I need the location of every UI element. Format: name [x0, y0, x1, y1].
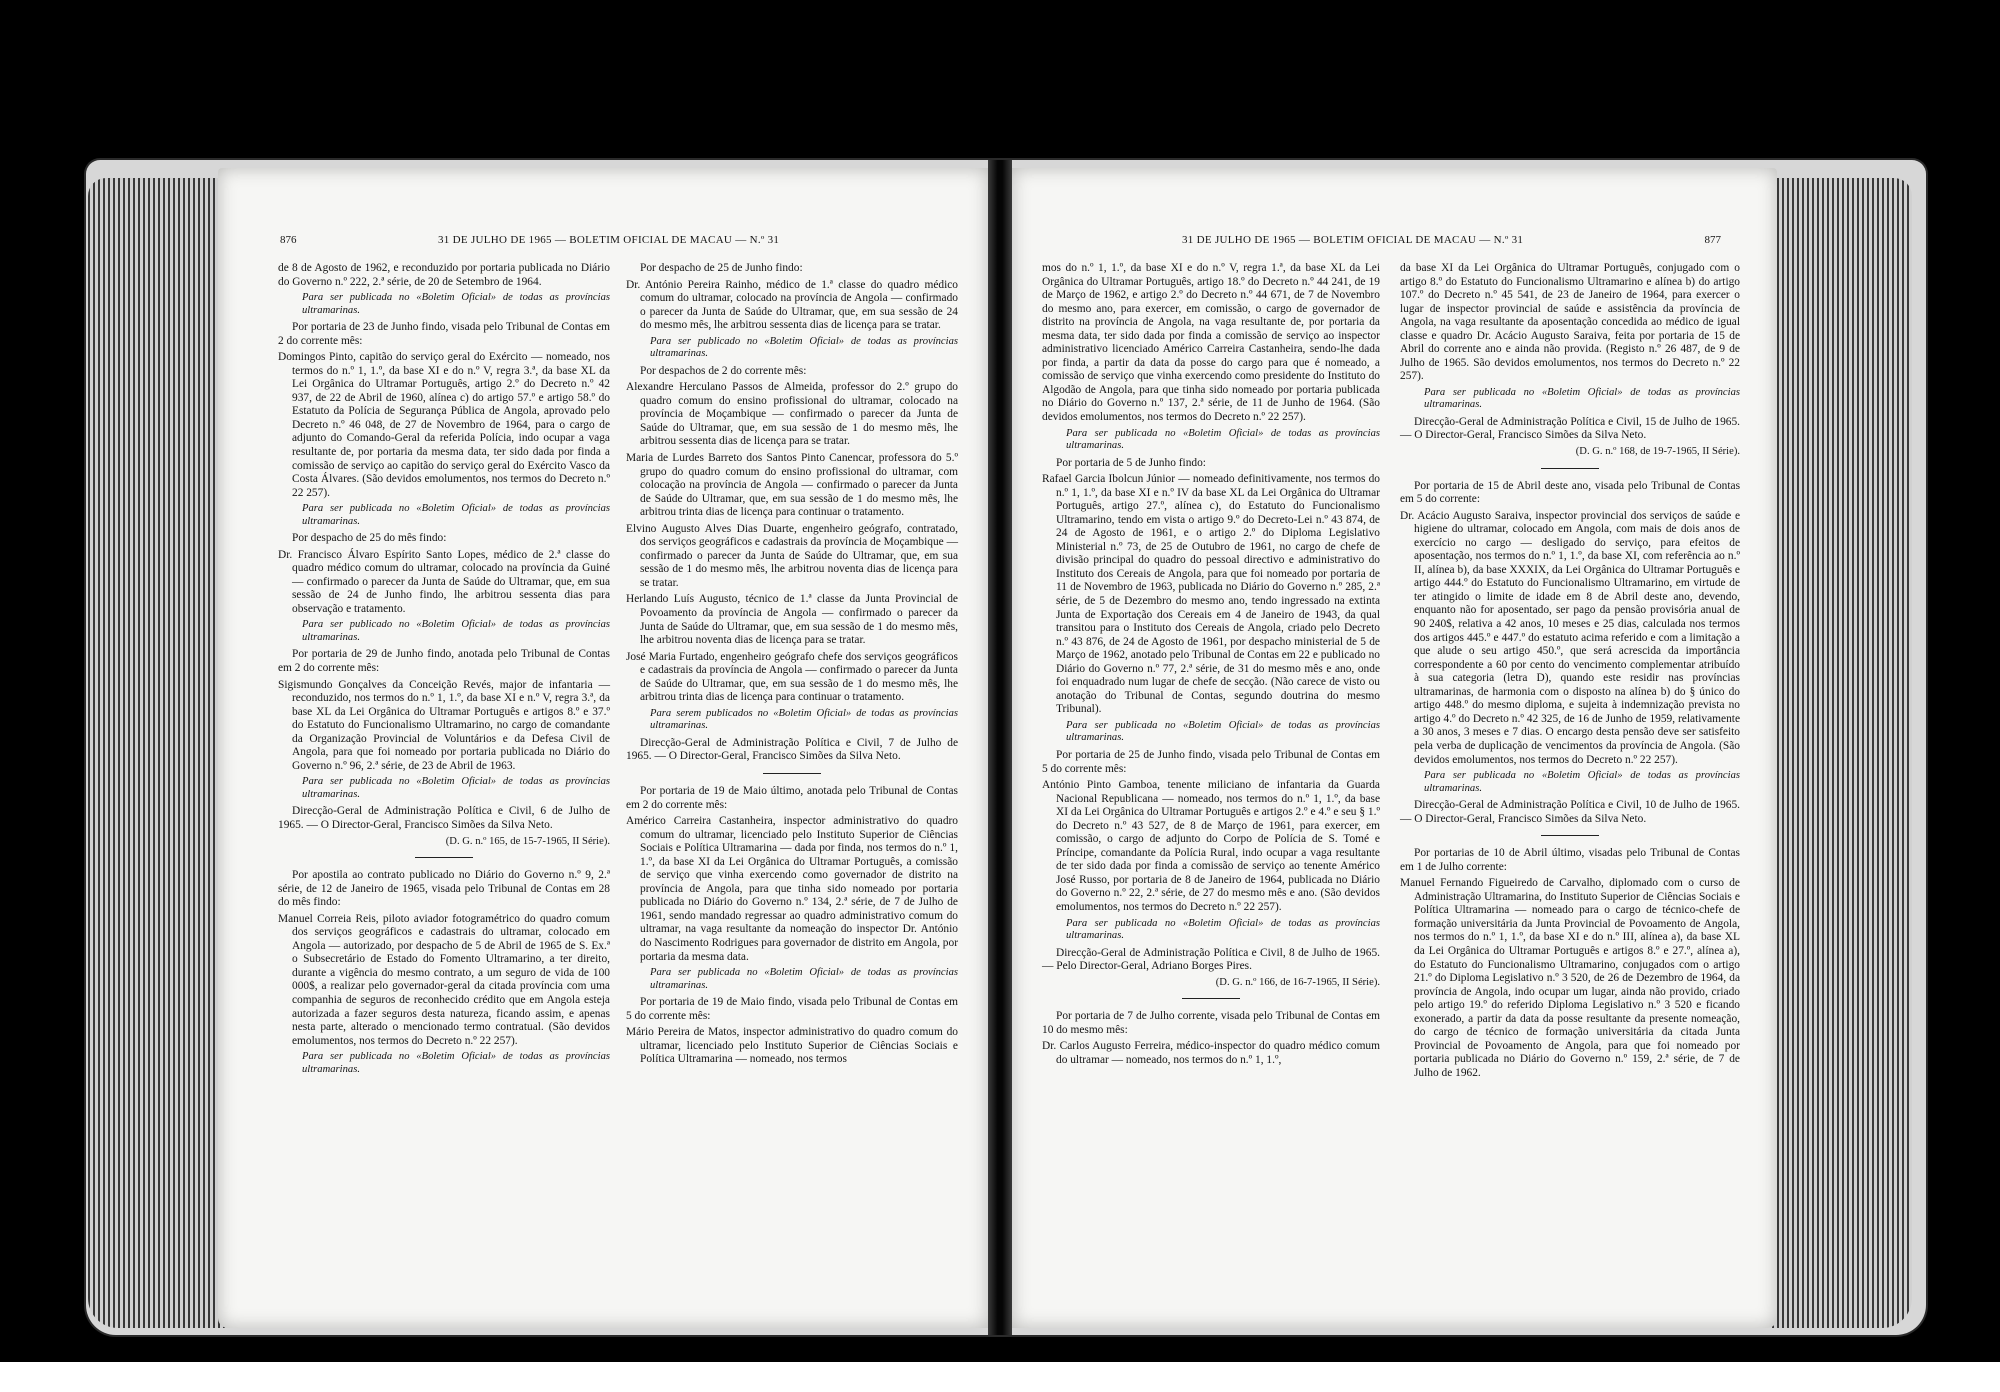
intro-paragraph: Por despacho de 25 do mês findo:: [292, 532, 447, 545]
entry-paragraph: Dr. Carlos Augusto Ferreira, médico-inspector do quadro médico comum do ultramar — nomeado, nos termos do n.º 1, 1.º,: [1042, 1040, 1380, 1066]
publication-note: Para ser publicada no «Boletim Oficial» de todas as províncias ultramarinas.: [1424, 770, 1740, 794]
publication-note: Para ser publicada no «Boletim Oficial» de todas as províncias ultramarinas.: [1424, 386, 1740, 411]
left-page-number: 876: [280, 234, 297, 246]
publication-note: Para ser publicada no «Boletim Oficial» de todas as províncias ultramarinas.: [302, 503, 610, 527]
left-column-1: [278, 262, 610, 1080]
intro-paragraph: Direcção-Geral de Administração Política e Civil, 8 de Julho de 1965. — Pelo Director-Geral, Adriano Borges Pires.: [1042, 946, 1380, 973]
intro-paragraph: Por portaria de 19 de Maio último, anotada pelo Tribunal de Contas em 2 do corrente mês:: [626, 784, 958, 811]
entry-paragraph: António Pinto Gamboa, tenente miliciano de infantaria da Guarda Nacional Republicana — nomeado, nos termos do n.º 1, 1.º, da base XI da Lei Orgânica do Ultramar Português e artigos 2.º e 4.º e seu § 1.º do Decreto n.º 43 527, de 8 de Março de 1961, para exercer, em comissão, o cargo de adjunto do Corpo de Polícia de S. Tomé e Príncipe, comandante da Polícia Rural, indo ocupar a vaga resultante de ter sido dada por finda a comissão de serviço ao tenente Américo José Russo, por portaria de 8 de Janeiro de 1964, publicada no Diário do Governo n.º 22, 2.ª série, de 27 do mesmo mês e ano. (São devidos emolumentos, nos termos do Decreto n.º 22 257).: [1042, 779, 1380, 913]
left-page: [218, 168, 988, 1328]
left-column-2: [626, 262, 958, 1070]
intro-paragraph: Direcção-Geral de Administração Política e Civil, 7 de Julho de 1965. — O Director-Geral, Francisco Simões da Silva Neto.: [626, 736, 958, 763]
section-divider: [763, 773, 821, 774]
intro-paragraph: Por portaria de 15 de Abril deste ano, visada pelo Tribunal de Contas em 5 do corrente:: [1400, 479, 1740, 506]
entry-paragraph: Alexandre Herculano Passos de Almeida, professor do 2.º grupo do quadro comum do ensino profissional do ultramar, colocado na província de Moçambique — confirmado o parecer da Junta de Saúde do Ultramar, que, em sua sessão de 1 do mesmo mês, lhe arbitrou sessenta dias de licença para se tratar.: [626, 381, 958, 448]
publication-note: Para ser publicada no «Boletim Oficial» de todas as províncias ultramarinas.: [302, 292, 610, 316]
paragraph: mos do n.º 1, 1.º, da base XI e do n.º V, regra 1.ª, da base XL da Lei Orgânica do Ultramar Português, artigo 18.º do Decreto n.º 44 241, de 19 de Março de 1962, e artigo 2.º do Decreto n.º 44 671, de 7 de Novembro do mesmo ano, para exercer, em comissão, o cargo de governador de distrito na província de Angola, na vaga resultante de, por portaria da mesma data, ter sido dada por finda a comissão de serviço ao inspector administrativo licenciado Américo Carreira Castanheira, sendo-lhe dada por finda, a partir da data da posse do cargo para que é nomeado, a comissão de serviço que vinha exercendo como presidente do Instituto do Algodão de Angola, para que tinha sido nomeado por portaria publicada no Diário do Governo n.º 137, 2.ª série, de 11 de Junho de 1964. (São devidos emolumentos, nos termos do Decreto n.º 22 257).: [1042, 262, 1380, 424]
intro-paragraph: Por portarias de 10 de Abril último, visadas pelo Tribunal de Contas em 1 de Julho corrente:: [1400, 847, 1740, 873]
entry-paragraph: Herlando Luís Augusto, técnico de 1.ª classe da Junta Provincial de Povoamento da província de Angola — confirmado o parecer da Junta de Saúde do Ultramar, que, em sua sessão de 1 do mesmo mês, lhe arbitrou noventa dias de licença para se tratar.: [626, 593, 958, 647]
right-column-1: [1042, 262, 1380, 1070]
entry-paragraph: Dr. Acácio Augusto Saraiva, inspector provincial dos serviços de saúde e higiene do ultramar, colocado em Angola, com mais de dois anos de exercício no cargo — desligado do serviço, para efeitos de aposentação, nos termos do n.º 1, 1.º, da base XI, com referência ao n.º II, alínea b), da base XXXIX, da Lei Orgânica do Ultramar Português e artigo 444.º do Estatuto do Funcionalismo Ultramarino, em virtude de ter atingido o limite de idade em 8 de Abril deste ano, devendo, enquanto não for aposentado, ser pago da pensão provisória anual de 90 240$, relativa a 42 anos, 10 meses e 25 dias, calculada nos termos dos artigos 445.º e 447.º do estatuto acima referido e com a limitação a que alude o seu artigo 450.º, que será acrescida da importância correspondente a 60 por cento do vencimento complementar atribuído à sua categoria (letra D), quando este residir nas províncias ultramarinas, de harmonia com o disposto na alínea b) do § único do artigo 448.º do mesmo diploma, e sujeita à indemnização prevista no artigo 4.º do Decreto n.º 42 325, de 16 de Junho de 1959, relativamente a 30 anos, 3 meses e 7 dias. O encargo desta pensão deve ser satisfeito pela verba de duplicação de vencimentos da província de Angola. (São devidos emolumentos, nos termos do Decreto n.º 22 257).: [1400, 509, 1740, 766]
entry-paragraph: José Maria Furtado, engenheiro geógrafo chefe dos serviços geográficos e cadastrais da província de Angola — confirmado o parecer da Junta de Saúde do Ultramar, que, em sua sessão de 1 do mesmo mês, lhe arbitrou trinta dias de licença para continuar o tratamento.: [626, 650, 958, 704]
intro-paragraph: Por portaria de 19 de Maio findo, visada pelo Tribunal de Contas em 5 do corrente mês:: [626, 996, 958, 1022]
book-gutter: [988, 160, 1012, 1335]
scan-bottom-strip: [0, 1362, 2000, 1392]
entry-paragraph: Manuel Correia Reis, piloto aviador fotogramétrico do quadro comum dos serviços geográficos e cadastrais do ultramar, colocado em Angola — autorizado, por despacho de 5 de Abril de 1965 de S. Ex.ª o Subsecretário de Estado do Fomento Ultramarino, a ter direito, durante a vigência do mesmo contrato, a um seguro de vida de 100 000$, a realizar pelo governador-geral da citada província com uma companhia de seguros de reconhecido crédito que em Angola esteja autorizada a fazer seguros desta natureza, ficando assim, e apenas nesta parte, alterado o mencionado termo contratual. (São devidos emolumentos, nos termos do Decreto n.º 22 257).: [278, 912, 610, 1047]
paragraph: de 8 de Agosto de 1962, e reconduzido por portaria publicada no Diário do Governo n.º 222, 2.ª série, de 20 de Setembro de 1964.: [278, 262, 610, 288]
citation-line: (D. G. n.º 165, de 15-7-1965, II Série).: [445, 835, 610, 847]
paragraph: da base XI da Lei Orgânica do Ultramar Português, conjugado com o artigo 8.º do Estatuto do Funcionalismo Ultramarino e alínea b) do artigo 107.º do Decreto n.º 45 541, de 23 de Janeiro de 1964, para exercer o lugar de inspector provincial de saúde e assistência da província de Angola, na vaga resultante da aposentação concedida ao médico de igual classe e quadro Dr. Acácio Augusto Saraiva, feita por portaria de 15 de Abril do corrente ano e ainda não provida. (Registo n.º 26 487, de 9 de Julho de 1965. São devidos emolumentos, nos termos do Decreto n.º 22 257).: [1400, 262, 1740, 383]
intro-paragraph: Por despachos de 2 do corrente mês:: [640, 364, 807, 377]
publication-note: Para ser publicado no «Boletim Oficial» de todas as províncias ultramarinas.: [650, 335, 958, 360]
entry-paragraph: Américo Carreira Castanheira, inspector administrativo do quadro comum do ultramar, licenciado pelo Instituto Superior de Ciências Sociais e Política Ultramarina — dada por finda, nos termos do n.º 1, 1.º, da base XI da Lei Orgânica do Ultramar Português, a comissão de serviço que vinha exercendo como governador de distrito na província de Angola, para que tinha sido nomeado por portaria publicada no Diário do Governo n.º 134, 2.ª série, de 7 de Julho de 1961, sendo mandado regressar ao quadro administrativo comum do ultramar, na vaga resultante da nomeação do inspector Dr. António do Nascimento Rodrigues para governador de distrito em Angola, por portaria da mesma data.: [626, 815, 958, 963]
right-page-stack: [1772, 178, 1912, 1328]
section-divider: [1541, 835, 1599, 836]
left-page-stack: [88, 178, 228, 1328]
entry-paragraph: Mário Pereira de Matos, inspector administrativo do quadro comum do ultramar, licenciado pelo Instituto Superior de Ciências Sociais e Política Ultramarina — nomeado, nos termos: [626, 1026, 958, 1066]
section-divider: [415, 857, 473, 858]
citation-line: (D. G. n.º 166, de 16-7-1965, II Série).: [1215, 976, 1380, 988]
publication-note: Para ser publicada no «Boletim Oficial» de todas as províncias ultramarinas.: [302, 1051, 610, 1075]
intro-paragraph: Por apostila ao contrato publicado no Diário do Governo n.º 9, 2.ª série, de 12 de Janeiro de 1965, visada pelo Tribunal de Contas em 28 do mês findo:: [278, 869, 610, 909]
right-page-number: 877: [1704, 234, 1721, 246]
publication-note: Para ser publicada no «Boletim Oficial» de todas as províncias ultramarinas.: [1066, 427, 1380, 452]
intro-paragraph: Por portaria de 25 de Junho findo, visada pelo Tribunal de Contas em 5 do corrente mês:: [1042, 748, 1380, 775]
section-divider: [1182, 998, 1240, 999]
publication-note: Para serem publicados no «Boletim Oficial» de todas as províncias ultramarinas.: [650, 707, 958, 732]
entry-paragraph: Dr. Francisco Álvaro Espírito Santo Lopes, médico de 2.ª classe do quadro médico comum do ultramar, colocado na província da Guiné — confirmado o parecer da Junta de Saúde do Ultramar, que, em sua sessão de 24 de Junho findo, lhe arbitrou sessenta dias para observação e tratamento.: [278, 548, 610, 615]
entry-paragraph: Rafael Garcia Ibolcun Júnior — nomeado definitivamente, nos termos do n.º 1, 1.º, da base XI e n.º IV da base XL da Lei Orgânica do Ultramar Português, artigo 27.º, alínea c), do Estatuto do Funcionalismo Ultramarino, tendo em vista o artigo 9.º do Decreto-Lei n.º 43 874, de 24 de Agosto de 1961, e o artigo 2.º do Diploma Legislativo Ministerial n.º 73, de 25 de Outubro de 1961, no cargo de chefe de divisão principal do quadro do pessoal directivo e administrativo do Instituto dos Cereais de Angola, para que foi nomeado por portaria de 11 de Novembro de 1963, publicada no Diário do Governo n.º 285, 2.ª série, de 5 de Dezembro do mesmo ano, tendo ingressado na extinta Junta de Exportação dos Cereais em 4 de Janeiro de 1943, da qual transitou para o Instituto dos Cereais de Angola, criado pelo Decreto n.º 43 876, de 24 de Agosto de 1961, por despacho ministerial de 5 de Março de 1962, anotado pelo Tribunal de Contas em 22 e publicado no Diário do Governo n.º 77, 2.ª série, de 31 do mesmo mês e ano, onde foi enquadrado num lugar de chefe de secção. (Não carece de visto ou anotação do Tribunal de Contas, segundo doutrina do mesmo Tribunal).: [1042, 473, 1380, 716]
entry-paragraph: Manuel Fernando Figueiredo de Carvalho, diplomado com o curso de Administração Ultramarina, do Instituto Superior de Ciências Sociais e Política Ultramarina — nomeado para o cargo de técnico-chefe de formação universitária da Junta Provincial de Povoamento de Angola, nos termos do n.º 1, 1.º, da base XI e do n.º III, alínea a), da base XL da Lei Orgânica do Ultramar Português e artigos 8.º e 27.º, alínea a), do Estatuto do Funcionalismo Ultramarino, conjugados com o artigo 21.º do Diploma Legislativo n.º 3 520, de 26 de Dezembro de 1964, da província de Angola, indo ocupar um lugar, ainda não provido, criado pelo artigo 19.º do referido Diploma Legislativo n.º 3 520 e ficando exonerado, a partir da data da posse resultante da presente nomeação, do cargo de técnico de formação universitária da citada Junta Provincial de Povoamento de Angola, para que foi nomeado por portaria publicada no Diário do Governo n.º 159, 2.ª série, de 7 de Julho de 1962.: [1400, 877, 1740, 1079]
publication-note: Para ser publicada no «Boletim Oficial» de todas as províncias ultramarinas.: [1066, 917, 1380, 942]
citation-line: (D. G. n.º 168, de 19-7-1965, II Série).: [1575, 446, 1740, 458]
intro-paragraph: Direcção-Geral de Administração Política e Civil, 6 de Julho de 1965. — O Director-Geral, Francisco Simões da Silva Neto.: [278, 805, 610, 831]
left-running-head: 31 DE JULHO DE 1965 — BOLETIM OFICIAL DE MACAU — N.º 31: [438, 234, 780, 246]
publication-note: Para ser publicado no «Boletim Oficial» de todas as províncias ultramarinas.: [302, 619, 610, 643]
right-running-head: 31 DE JULHO DE 1965 — BOLETIM OFICIAL DE MACAU — N.º 31: [1182, 234, 1524, 246]
entry-paragraph: Maria de Lurdes Barreto dos Santos Pinto Canencar, professora do 5.º grupo do quadro comum do ensino profissional do ultramar, com colocação na província de Angola — confirmado o parecer da Junta de Saúde do Ultramar, que, em sua sessão de 1 do mesmo mês, lhe arbitrou trinta dias de licença para continuar o tratamento.: [626, 452, 958, 519]
entry-paragraph: Domingos Pinto, capitão do serviço geral do Exército — nomeado, nos termos do n.º 1, 1.º, da base XI e do n.º V, regra 3.ª, da base XL da Lei Orgânica do Ultramar Português, artigo 2.º do Decreto n.º 42 937, de 22 de Abril de 1960, alínea c) do artigo 57.º e artigo 58.º do Estatuto da Polícia de Segurança Pública de Angola, aprovado pelo Decreto n.º 46 048, de 27 de Novembro de 1964, para o cargo de adjunto do Comando-Geral da referida Polícia, indo ocupar a vaga resultante de, por portaria da mesma data, ter sido dada por finda a comissão de serviço ao capitão do serviço geral do Exército Vasco da Costa Álvares. (São devidos emolumentos, nos termos do Decreto n.º 22 257).: [278, 351, 610, 499]
right-column-2: [1400, 262, 1740, 1083]
publication-note: Para ser publicada no «Boletim Oficial» de todas as províncias ultramarinas.: [650, 967, 958, 991]
intro-paragraph: Por portaria de 7 de Julho corrente, visada pelo Tribunal de Contas em 10 do mesmo mês:: [1042, 1010, 1380, 1036]
publication-note: Para ser publicada no «Boletim Oficial» de todas as províncias ultramarinas.: [302, 776, 610, 800]
intro-paragraph: Por portaria de 29 de Junho findo, anotada pelo Tribunal de Contas em 2 do corrente mês:: [278, 648, 610, 675]
entry-paragraph: Dr. António Pereira Rainho, médico de 1.ª classe do quadro médico comum do ultramar, colocado na província de Angola — confirmado o parecer da Junta de Saúde do Ultramar, que, em sua sessão de 24 do mesmo mês, lhe arbitrou sessenta dias de licença para se tratar.: [626, 278, 958, 332]
right-page: [1012, 168, 1777, 1328]
intro-paragraph: Por portaria de 23 de Junho findo, visada pelo Tribunal de Contas em 2 do corrente mês:: [278, 321, 610, 347]
intro-paragraph: Por portaria de 5 de Junho findo:: [1056, 456, 1206, 469]
intro-paragraph: Por despacho de 25 de Junho findo:: [640, 262, 803, 274]
entry-paragraph: Elvino Augusto Alves Dias Duarte, engenheiro geógrafo, contratado, dos serviços geográficos e cadastrais da província de Moçambique — confirmado o parecer da Junta de Saúde do Ultramar, que, em sua sessão de 1 do mesmo mês, lhe arbitrou noventa dias de licença para se tratar.: [626, 522, 958, 589]
section-divider: [1541, 468, 1599, 469]
entry-paragraph: Sigismundo Gonçalves da Conceição Revés, major de infantaria — reconduzido, nos termos do n.º 1, 1.º, da base XI e n.º V, regra 3.ª, da base XL da Lei Orgânica do Ultramar Português e artigos 8.º e 37.º do Estatuto do Funcionalismo Ultramarino, no cargo de comandante da Organização Provincial de Voluntários e da Defesa Civil de Angola, para que foi nomeado por portaria publicada no Diário do Governo n.º 96, 2.ª série, de 23 de Abril de 1963.: [278, 678, 610, 772]
publication-note: Para ser publicada no «Boletim Oficial» de todas as províncias ultramarinas.: [1066, 719, 1380, 744]
intro-paragraph: Direcção-Geral de Administração Política e Civil, 15 de Julho de 1965. — O Director-Geral, Francisco Simões da Silva Neto.: [1400, 415, 1740, 442]
intro-paragraph: Direcção-Geral de Administração Política e Civil, 10 de Julho de 1965. — O Director-Geral, Francisco Simões da Silva Neto.: [1400, 799, 1740, 825]
